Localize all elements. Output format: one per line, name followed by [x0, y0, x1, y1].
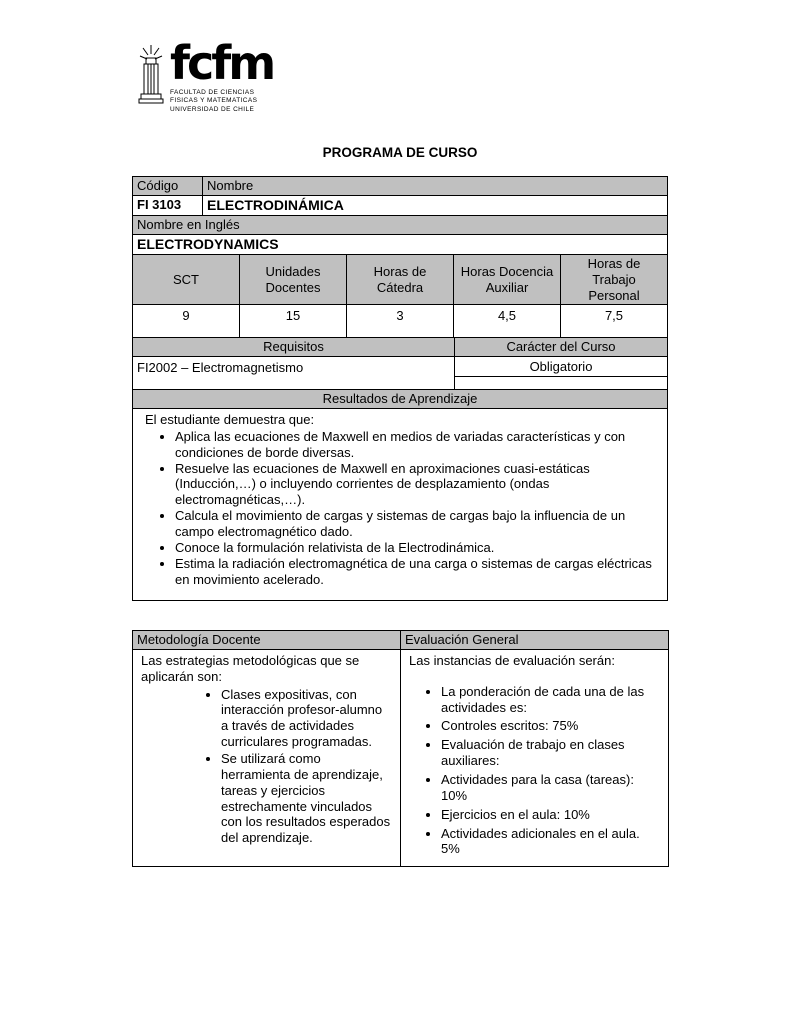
nombre-ingles-header: Nombre en Inglés — [133, 215, 668, 234]
course-program-content — [132, 176, 668, 867]
evaluacion-header: Evaluación General — [401, 631, 669, 650]
resultados-intro: El estudiante demuestra que: — [145, 412, 315, 428]
credits-header-horas-catedra: Horas de Cátedra — [347, 254, 454, 305]
evaluacion-intro: Las instancias de evaluación serán: — [409, 652, 615, 668]
fcfm-logo — [136, 36, 274, 114]
resultados-cell — [133, 409, 668, 601]
resultados-item: • Resuelve las ecuaciones de Maxwell en aproximaciones cuasi-estáticas (Inducción,…) o incluyendo corrientes de desplazamiento (ondas electromagnéticas,…). — [175, 461, 657, 509]
caracter-header: Carácter del Curso — [455, 338, 668, 357]
methodology-evaluation-table — [132, 630, 669, 867]
caracter-empty-cell — [455, 377, 668, 390]
resultados-item: • Conoce la formulación relativista de la Electrodinámica. — [175, 540, 657, 556]
metodologia-header: Metodología Docente — [133, 631, 401, 650]
credits-header-horas-docencia-auxiliar: Horas Docencia Auxiliar — [454, 254, 561, 305]
evaluacion-item: • Actividades adicionales en el aula. 5% — [441, 826, 660, 858]
metodologia-cell — [133, 649, 401, 866]
code-name-table — [132, 176, 668, 216]
credits-value-sct: 9 — [133, 305, 240, 338]
metodologia-intro: Las estrategias metodológicas que se aplicarán son: — [141, 652, 360, 684]
requisitos-table — [132, 337, 668, 390]
credits-value-horas-catedra: 3 — [347, 305, 454, 338]
page-title: PROGRAMA DE CURSO — [322, 145, 478, 160]
credits-table — [132, 254, 668, 339]
codigo-value: FI 3103 — [133, 195, 203, 215]
logo-caption-line-1: FACULTAD DE CIENCIAS — [170, 88, 255, 96]
credits-header-unidades-docentes: Unidades Docentes — [240, 254, 347, 305]
metodologia-item: • Clases expositivas, con interacción profesor-alumno a través de actividades curriculares programadas. — [221, 687, 392, 750]
credits-value-horas-docencia-auxiliar: 4,5 — [454, 305, 561, 338]
credits-value-horas-trabajo-personal: 7,5 — [561, 305, 668, 338]
resultados-item: • Aplica las ecuaciones de Maxwell en medios de variadas características y con condiciones de borde diversas. — [175, 429, 657, 461]
nombre-header: Nombre — [203, 177, 668, 196]
resultados-header: Resultados de Aprendizaje — [133, 390, 668, 409]
logo-caption — [170, 89, 273, 114]
requisitos-value: FI2002 – Electromagnetismo — [133, 357, 455, 390]
evaluacion-item: • Evaluación de trabajo en clases auxiliares: — [441, 737, 660, 769]
evaluacion-item: • Ejercicios en el aula: 10% — [441, 807, 660, 823]
nombre-ingles-value: ELECTRODYNAMICS — [133, 234, 668, 254]
resultados-list — [145, 429, 657, 588]
section-gap — [132, 601, 668, 630]
evaluacion-item: • Controles escritos: 75% — [441, 718, 660, 734]
nombre-value: ELECTRODINÁMICA — [203, 195, 668, 215]
learning-outcomes-table — [132, 389, 668, 601]
english-name-table — [132, 215, 668, 255]
credits-value-unidades-docentes: 15 — [240, 305, 347, 338]
credits-header-horas-trabajo-personal: Horas de Trabajo Personal — [561, 254, 668, 305]
university-emblem-icon — [136, 44, 166, 113]
logo-caption-line-2: FISICAS Y MATEMATICAS — [170, 97, 258, 105]
requisitos-header: Requisitos — [133, 338, 455, 357]
logo-caption-line-3: UNIVERSIDAD DE CHILE — [170, 105, 255, 113]
resultados-item: • Calcula el movimiento de cargas y sistemas de cargas bajo la influencia de un campo electromagnético dado. — [175, 508, 657, 540]
evaluacion-item: • Actividades para la casa (tareas): 10% — [441, 772, 660, 804]
evaluacion-item: • La ponderación de cada una de las actividades es: — [441, 684, 660, 716]
codigo-header: Código — [133, 177, 203, 196]
metodologia-list — [141, 687, 392, 847]
caracter-value: Obligatorio — [455, 357, 668, 377]
fcfm-wordmark: fcfm — [170, 36, 274, 90]
resultados-item: • Estima la radiación electromagnética de una carga o sistemas de cargas eléctricas en movimiento acelerado. — [175, 556, 657, 588]
credits-header-sct: SCT — [133, 254, 240, 305]
evaluacion-list — [409, 684, 660, 858]
metodologia-item: • Se utilizará como herramienta de aprendizaje, tareas y ejercicios estrechamente vinculados con los resultados esperados del aprendizaje. — [221, 751, 392, 846]
evaluacion-cell — [401, 649, 669, 866]
